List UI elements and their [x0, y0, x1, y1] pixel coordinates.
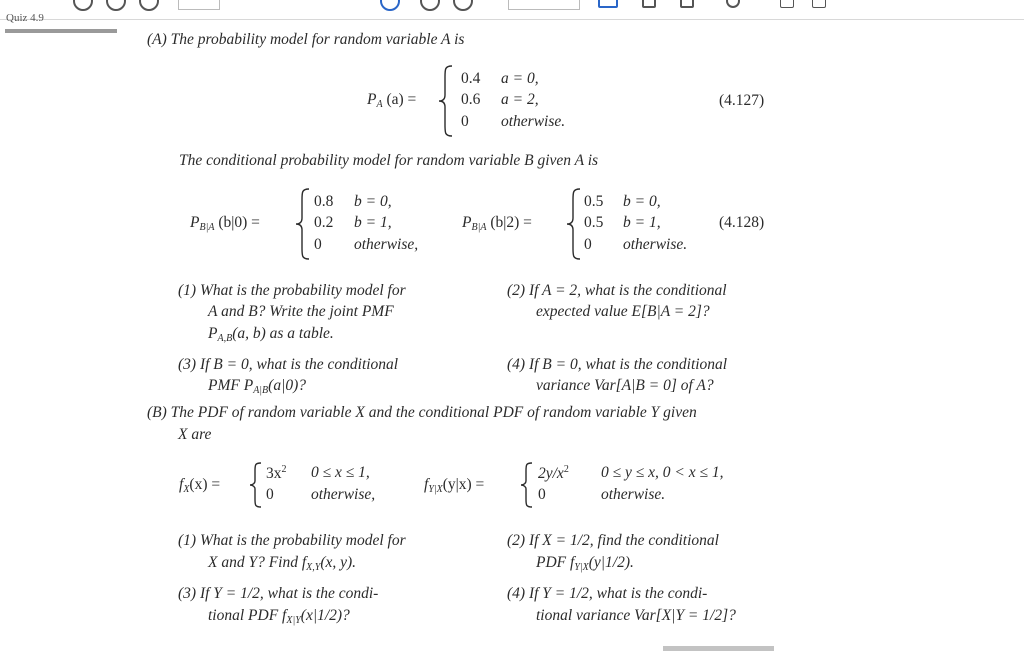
pb0-case-1-cond: b = 0, — [354, 193, 392, 210]
fyx-lhs: $f_{Y|X}(y|x)$ = — [424, 476, 485, 495]
b-question-2-line-2: PDF $f_{Y|X}(y|1/2)$. — [536, 554, 634, 573]
pa-case-2-value: 0.6 — [461, 91, 481, 108]
fx-brace — [249, 462, 263, 508]
pb0-brace — [295, 188, 311, 260]
toolbar-circle-button-3[interactable] — [139, 0, 159, 11]
fyx-brace — [520, 462, 534, 508]
b-question-3-line-1: (3) If Y = 1/2, what is the condi- — [178, 585, 379, 602]
pb2-case-3-cond: otherwise. — [623, 236, 688, 253]
a-question-2-line-1: (2) If A = 2, what is the conditional — [507, 282, 727, 299]
pb2-case-2-cond: b = 1, — [623, 214, 661, 231]
toolbar-page-icon[interactable] — [642, 0, 656, 8]
pb0-case-2-cond: b = 1, — [354, 214, 392, 231]
fyx-case-1-cond: 0 ≤ y ≤ x, 0 < x ≤ 1, — [601, 464, 724, 481]
toolbar — [0, 0, 1024, 20]
toolbar-save-icon[interactable] — [680, 0, 694, 8]
fx-case-2-value: 0 — [266, 486, 274, 503]
pb0-lhs: $P_{B|A}$ (b|0) = — [190, 214, 260, 233]
toolbar-circle-button-6[interactable] — [453, 0, 473, 11]
toolbar-eraser-icon[interactable] — [812, 0, 826, 8]
fx-lhs: $f_X(x)$ = — [179, 476, 221, 495]
fx-case-1-value: $3x^2$ — [266, 464, 287, 482]
fyx-case-2-cond: otherwise. — [601, 486, 666, 503]
pa-case-3-cond: otherwise. — [501, 113, 566, 130]
pb0-case-2-value: 0.2 — [314, 214, 334, 231]
pb0-case-3-value: 0 — [314, 236, 322, 253]
toolbar-input-1[interactable] — [178, 0, 220, 10]
pa-case-2-cond: a = 2, — [501, 91, 539, 108]
pa-case-3-value: 0 — [461, 113, 469, 130]
b-question-4-line-2: tional variance Var[X|Y = 1/2]? — [536, 607, 736, 624]
pb0-case-1-value: 0.8 — [314, 193, 334, 210]
equation-number-4-128: (4.128) — [719, 214, 765, 231]
pa-lhs: $P_A$ (a) = — [367, 91, 417, 110]
a-question-4-line-1: (4) If B = 0, what is the conditional — [507, 356, 728, 373]
b-question-1-line-2: X and Y? Find $f_{X,Y}(x$, y). — [208, 554, 357, 573]
horizontal-scrollbar-thumb[interactable] — [663, 646, 774, 651]
pb0-case-3-cond: otherwise, — [354, 236, 419, 253]
toolbar-circle-button-2[interactable] — [106, 0, 126, 11]
a-question-2-line-2: expected value E[B|A = 2]? — [536, 303, 710, 320]
b-question-3-line-2: tional PDF $f_{X|Y}(x|1/2)$? — [208, 607, 350, 626]
b-question-1-line-1: (1) What is the probability model for — [178, 532, 406, 549]
equation-number-4-127: (4.127) — [719, 92, 765, 109]
pa-brace — [438, 65, 454, 137]
toolbar-circle-button-4[interactable] — [380, 0, 400, 11]
part-b-intro-line-1: (B) The PDF of random variable X and the conditional PDF of random variable Y given — [147, 404, 697, 421]
a-question-1-line-1: (1) What is the probability model for — [178, 282, 406, 299]
fx-case-2-cond: otherwise, — [311, 486, 376, 503]
b-question-2-line-1: (2) If X = 1/2, find the conditional — [507, 532, 719, 549]
a-question-3-line-2: PMF $P_{A|B}(a|0)$? — [208, 377, 307, 396]
fx-case-1-cond: 0 ≤ x ≤ 1, — [311, 464, 370, 481]
pa-case-1-cond: a = 0, — [501, 70, 539, 87]
pb2-case-3-value: 0 — [584, 236, 592, 253]
a-question-1-line-3: $P_{A,B}(a$, b) as a table. — [208, 325, 334, 344]
part-a-intro: (A) The probability model for random variable A is — [147, 31, 465, 48]
pb2-case-1-cond: b = 0, — [623, 193, 661, 210]
quiz-label: Quiz 4.9 — [6, 12, 44, 24]
toolbar-pen-icon[interactable] — [780, 0, 794, 8]
pb2-case-2-value: 0.5 — [584, 214, 604, 231]
quiz-label-underline — [5, 29, 117, 33]
a-question-3-line-1: (3) If B = 0, what is the conditional — [178, 356, 399, 373]
a-question-1-line-2: A and B? Write the joint PMF — [208, 303, 394, 320]
b-question-4-line-1: (4) If Y = 1/2, what is the condi- — [507, 585, 708, 602]
fyx-case-2-value: 0 — [538, 486, 546, 503]
toolbar-chevron-icon[interactable] — [726, 0, 740, 8]
pb2-case-1-value: 0.5 — [584, 193, 604, 210]
pa-case-1-value: 0.4 — [461, 70, 481, 87]
pb2-lhs: $P_{B|A}$ (b|2) = — [462, 214, 532, 233]
fyx-case-1-value: $2y/x^2$ — [538, 464, 569, 482]
toolbar-circle-button-1[interactable] — [73, 0, 93, 11]
conditional-intro: The conditional probability model for random variable B given A is — [179, 152, 599, 169]
part-b-intro-line-2: X are — [178, 426, 212, 443]
toolbar-circle-button-5[interactable] — [420, 0, 440, 11]
pb2-brace — [566, 188, 582, 260]
toolbar-fit-icon[interactable] — [598, 0, 618, 8]
toolbar-input-2[interactable] — [508, 0, 580, 10]
a-question-4-line-2: variance Var[A|B = 0] of A? — [536, 377, 714, 394]
